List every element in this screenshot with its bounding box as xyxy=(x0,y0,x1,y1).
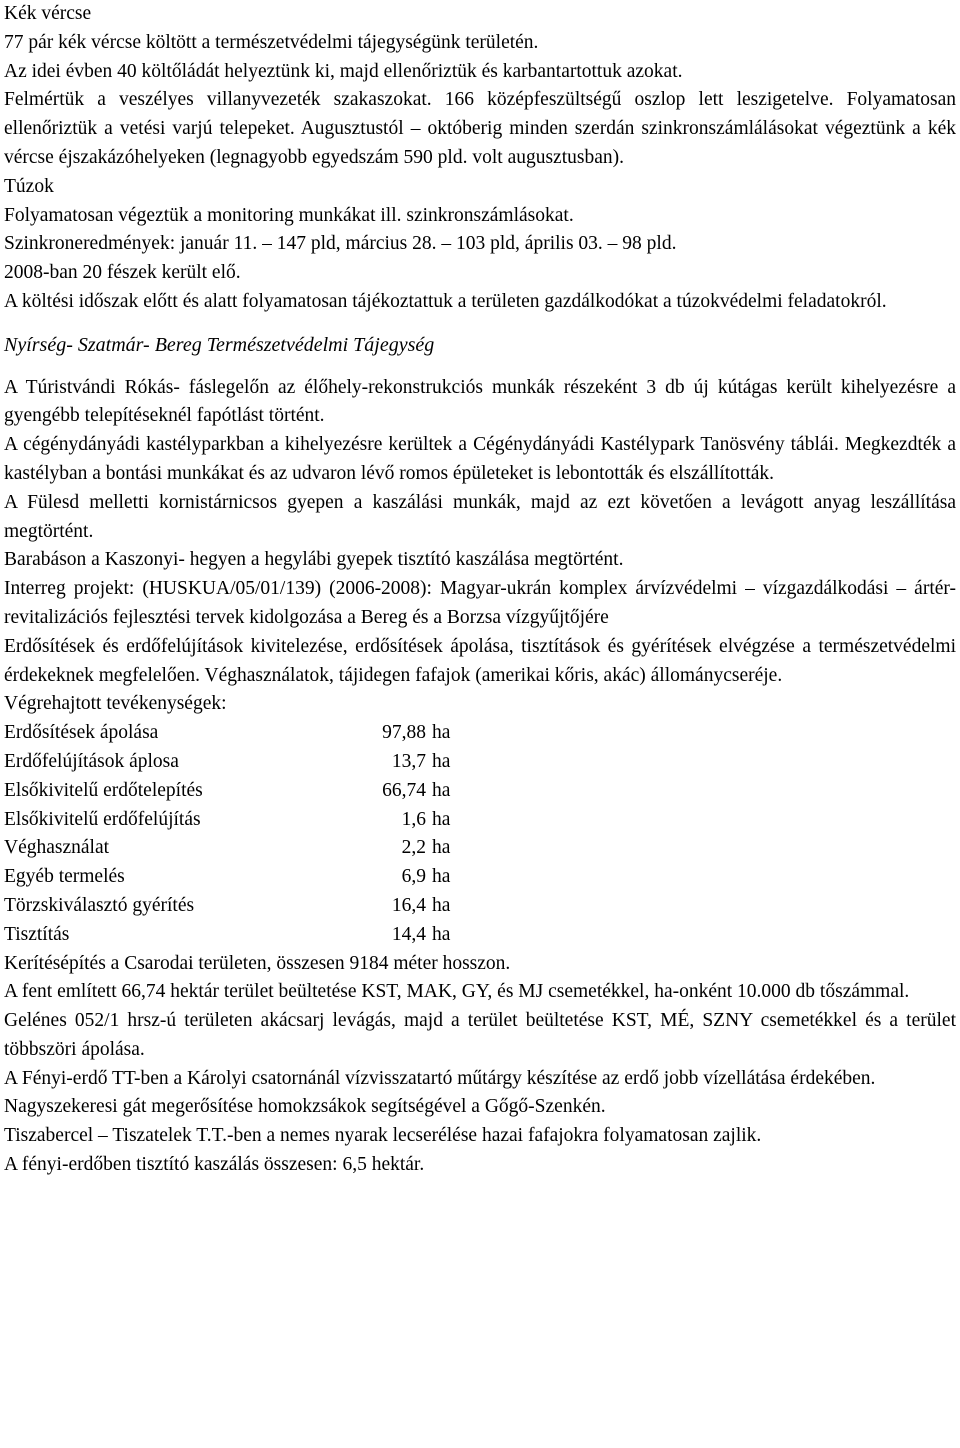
document-page xyxy=(4,0,956,1180)
activity-unit: ha xyxy=(432,808,451,830)
paragraph: Erdősítések és erdőfelújítások kivitelezése, erdősítések ápolása, tisztítások és gyérítések elvégzése a természetvédelmi érdekeknek megfelelően. Véghasználatok, tájidegen fafajok (amerikai kőris, akác) állománycseréje. xyxy=(4,635,956,686)
paragraph: 77 pár kék vércse költött a természetvédelmi tájegységünk területén. xyxy=(4,31,539,53)
paragraph: A fent említett 66,74 hektár terület beültetése KST, MAK, GY, és MJ csemetékkel, ha-onként 10.000 db tőszámmal. xyxy=(4,981,910,1003)
paragraph: A költési időszak előtt és alatt folyamatosan tájékoztattuk a területen gazdálkodókat a túzokvédelmi feladatokról. xyxy=(4,290,887,312)
activity-name: Tisztítás xyxy=(4,923,70,945)
paragraph: A Túristvándi Rókás- fáslegelőn az élőhely-rekonstrukciós munkák részeként 3 db új kútágas került kihelyezésre a gyengébb telepítéseknél fapótlást történt. xyxy=(4,376,956,427)
table-row xyxy=(4,834,450,863)
closing-section xyxy=(4,950,956,1180)
paragraph: 2008-ban 20 fészek került elő. xyxy=(4,262,241,284)
activity-value: 13,7 xyxy=(391,750,426,772)
activity-value: 66,74 xyxy=(382,779,426,801)
paragraph: Folyamatosan végeztük a monitoring munkákat ill. szinkronszámlásokat. xyxy=(4,204,574,226)
paragraph: A Fényi-erdő TT-ben a Károlyi csatornánál vízvisszatartó műtárgy készítése az erdő jobb vízellátása érdekében. xyxy=(4,1067,876,1089)
paragraph: Kerítésépítés a Csarodai területen, összesen 9184 méter hosszon. xyxy=(4,952,511,974)
activity-name: Törzskiválasztó gyérítés xyxy=(4,894,195,916)
activity-unit: ha xyxy=(432,837,451,859)
activity-value: 14,4 xyxy=(391,923,426,945)
table-row xyxy=(4,921,450,950)
species-heading-kek-vercse: Kék vércse xyxy=(4,3,92,24)
activity-value: 16,4 xyxy=(391,894,426,916)
activity-unit: ha xyxy=(432,722,451,744)
species-heading-tuzok: Túzok xyxy=(4,175,54,197)
activity-name: Elsőkivitelű erdőfelújítás xyxy=(4,808,201,830)
paragraph: A cégénydányádi kastélyparkban a kihelyezésre kerültek a Cégénydányádi Kastélypark Tanösvény táblái. Megkezdték a kastélyban a bontási munkákat és az udvaron lévő romos épületeket is lebontották és elszállították. xyxy=(4,434,956,484)
activity-value: 6,9 xyxy=(401,866,426,888)
activity-unit: ha xyxy=(432,750,451,772)
activity-unit: ha xyxy=(432,894,451,916)
activity-name: Véghasználat xyxy=(4,837,110,859)
paragraph: Nagyszekeresi gát megerősítése homokzsákok segítségével a Gőgő-Szenkén. xyxy=(4,1096,606,1118)
table-row xyxy=(4,777,450,806)
paragraph: Barabáson a Kaszonyi- hegyen a hegylábi gyepek tisztító kaszálása megtörtént. xyxy=(4,549,624,571)
activity-value: 1,6 xyxy=(401,808,426,830)
paragraph: Az idei évben 40 költőládát helyeztünk ki, majd ellenőriztük és karbantartottuk azokat. xyxy=(4,60,683,82)
table-row xyxy=(4,892,450,921)
paragraph: Tiszabercel – Tiszatelek T.T.-ben a nemes nyarak lecserélése hazai fafajokra folyamatosan zajlik. xyxy=(4,1125,762,1147)
activity-value: 2,2 xyxy=(401,837,426,859)
activity-name: Erdőfelújítások áplosa xyxy=(4,750,179,772)
activity-name: Erdősítések ápolása xyxy=(4,722,159,744)
activity-name: Elsőkivitelű erdőtelepítés xyxy=(4,779,203,801)
table-row xyxy=(4,748,450,777)
activity-unit: ha xyxy=(432,779,451,801)
paragraph: A fényi-erdőben tisztító kaszálás összesen: 6,5 hektár. xyxy=(4,1154,425,1176)
activity-unit: ha xyxy=(432,923,451,945)
table-row xyxy=(4,806,450,835)
paragraph: Felmértük a veszélyes villanyvezeték szakaszokat. 166 középfeszültségű oszlop lett leszigetelve. Folyamatosan ellenőriztük a vetési varjú telepeket. Augusztustól – októberig minden szerdán szinkronszámlálásokat végeztünk a kék vércse éjszakázóhelyeken (legnagyobb egyedszám 590 pld. volt augusztusban). xyxy=(4,89,956,168)
activities-title: Végrehajtott tevékenységek: xyxy=(4,693,227,715)
paragraph: Szinkroneredmények: január 11. – 147 pld, március 28. – 103 pld, április 03. – 98 pld. xyxy=(4,233,677,255)
activities-table xyxy=(4,719,450,949)
table-row xyxy=(4,863,450,892)
paragraph: Gelénes 052/1 hrsz-ú területen akácsarj levágás, majd a terület beültetése KST, MÉ, SZNY csemetékkel és a terület többszöri ápolása. xyxy=(4,1010,956,1060)
paragraph: A Fülesd melletti kornistárnicsos gyepen a kaszálási munkák, majd az ezt követően a levágott anyag leszállítása megtörtént. xyxy=(4,491,956,542)
intro-section xyxy=(4,0,956,317)
activity-value: 97,88 xyxy=(382,722,426,744)
paragraph: Interreg projekt: (HUSKUA/05/01/139) (2006-2008): Magyar-ukrán komplex árvízvédelmi – vízgazdálkodási – ártér-revitalizációs fejlesztési tervek kidolgozása a Bereg és a Borzsa vízgyűjtőjére xyxy=(4,578,956,628)
activity-unit: ha xyxy=(432,866,451,888)
body-section xyxy=(4,374,956,691)
table-row xyxy=(4,719,450,748)
section-heading: Nyírség- Szatmár- Bereg Természetvédelmi Tájegység xyxy=(4,333,435,356)
activity-name: Egyéb termelés xyxy=(4,866,125,888)
